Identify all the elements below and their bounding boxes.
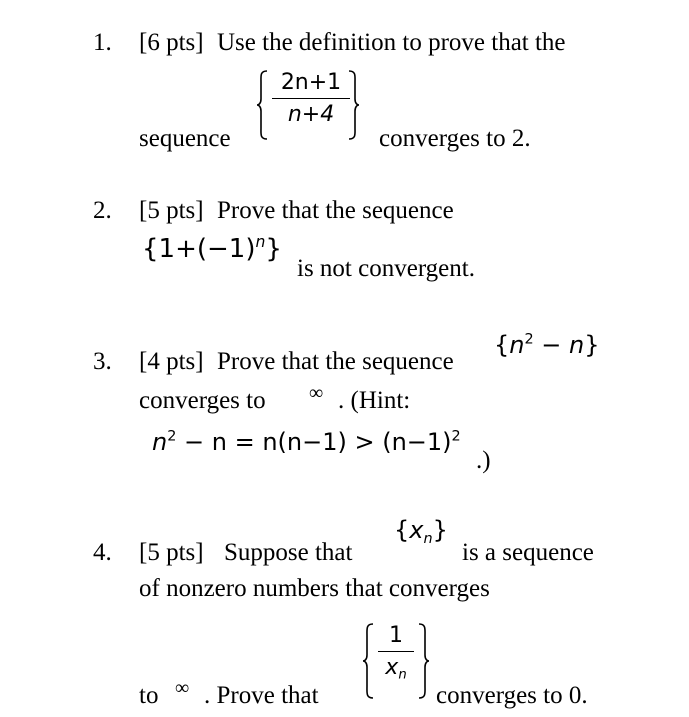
left-brace-icon — [256, 70, 270, 140]
problem-text: Suppose that — [224, 539, 353, 566]
sequence-expression — [394, 516, 448, 548]
exponent: 2 — [524, 331, 534, 348]
fraction-bar — [272, 98, 350, 99]
hint-inequality — [152, 430, 461, 454]
problem-text: converges to — [139, 387, 266, 414]
problem-text: Prove that the sequence — [217, 348, 454, 375]
fraction-bar — [378, 651, 414, 652]
exponent: 2 — [167, 428, 177, 445]
problem-text: is a sequence — [462, 539, 594, 566]
fraction-denominator: n+4 — [287, 102, 335, 127]
problem-text: . Prove that — [204, 682, 319, 709]
variable-x: x — [385, 655, 399, 680]
points-label: [5 pts] — [139, 539, 204, 566]
problem-text: converges to 0. — [436, 682, 588, 709]
variable-n: n — [509, 331, 525, 359]
problem-number: 3. — [93, 348, 112, 375]
left-brace-icon: { — [394, 516, 410, 544]
right-brace-icon: } — [432, 516, 448, 544]
problem-text: converges to 2. — [379, 125, 531, 152]
fraction-numerator: 2n+1 — [280, 70, 342, 95]
expression-exponent: n — [255, 232, 266, 251]
problem-text: Use the definition to prove that the — [217, 29, 566, 56]
left-brace-icon: { — [142, 234, 159, 264]
subscript: n — [423, 531, 433, 548]
sequence-fraction — [272, 72, 350, 126]
inequality-body: − n = n(n−1) > (n−1) — [176, 428, 452, 456]
problem-text: of nonzero numbers that converges — [139, 575, 490, 602]
exponent: 2 — [451, 428, 461, 445]
problem-text: .) — [476, 447, 491, 474]
expression-base: 1+(−1) — [158, 234, 256, 264]
sequence-expression — [142, 232, 282, 264]
problem-text: sequence — [139, 125, 231, 152]
points-label: [5 pts] — [139, 197, 204, 224]
right-brace-icon: } — [265, 234, 282, 264]
points-label: [6 pts] — [139, 29, 204, 56]
problem-text: Prove that the sequence — [217, 197, 454, 224]
points-label: [4 pts] — [139, 348, 204, 375]
sequence-expression — [494, 333, 600, 357]
problem-number: 2. — [93, 197, 112, 224]
fraction-numerator: 1 — [389, 623, 403, 648]
right-brace-icon — [416, 623, 430, 699]
problem-text: is not convergent. — [297, 255, 475, 282]
infinity-icon: ∞ — [309, 382, 324, 404]
fraction-denominator — [378, 655, 414, 683]
problem-number: 1. — [93, 29, 112, 56]
reciprocal-fraction — [378, 623, 414, 683]
problem-text: to — [139, 682, 159, 709]
problem-number: 4. — [93, 539, 112, 566]
problem-text: . (Hint: — [338, 387, 411, 414]
expression-rest: − n — [533, 331, 585, 359]
infinity-icon: ∞ — [175, 677, 190, 699]
right-brace-icon: } — [584, 331, 600, 359]
left-brace-icon — [362, 623, 376, 699]
variable-n: n — [152, 428, 168, 456]
subscript: n — [398, 667, 407, 683]
left-brace-icon: { — [494, 331, 510, 359]
right-brace-icon — [346, 70, 360, 140]
variable-x: x — [409, 516, 424, 544]
